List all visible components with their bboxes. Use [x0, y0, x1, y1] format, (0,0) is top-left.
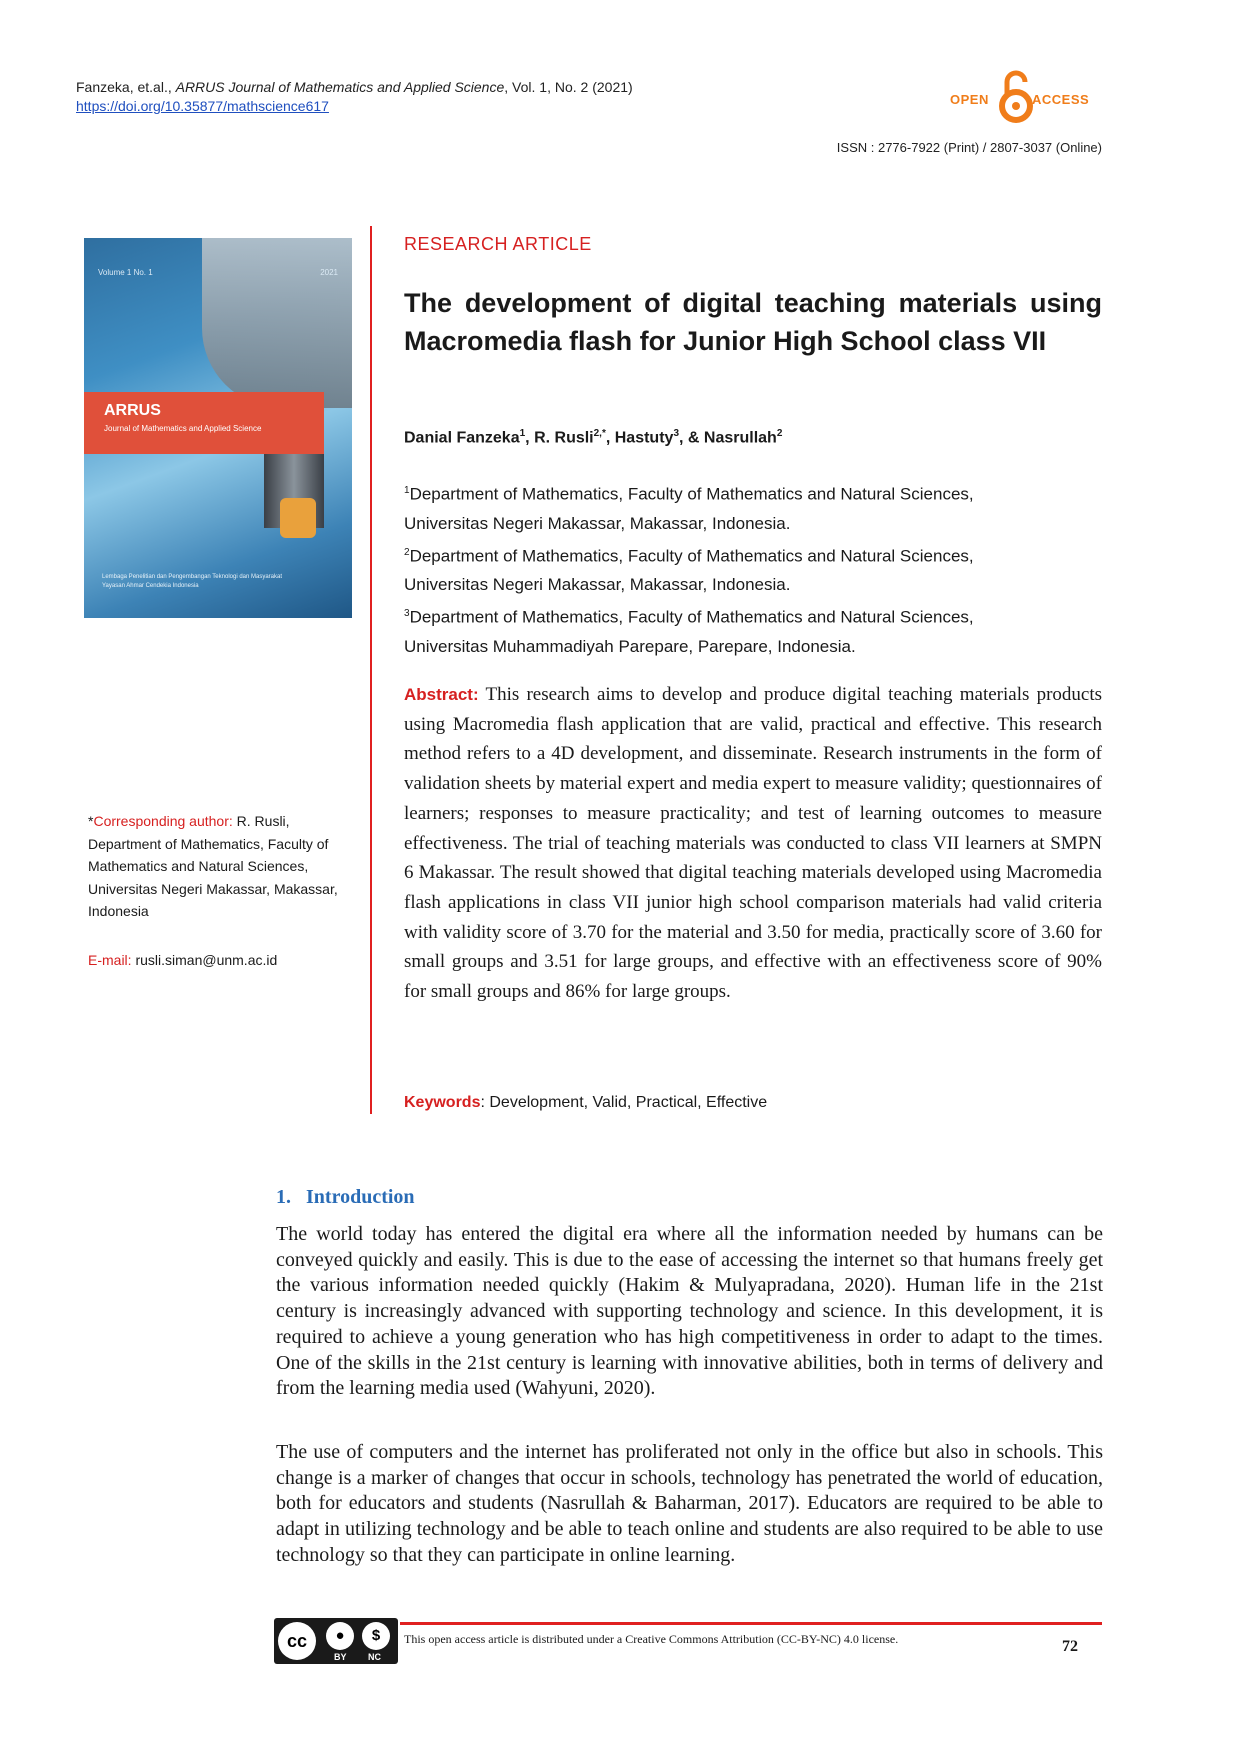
- cover-year: 2021: [320, 268, 338, 277]
- license-text: This open access article is distributed under a Creative Commons Attribution (CC-BY-NC) 4.0 license.: [404, 1632, 899, 1646]
- author-list: [404, 428, 782, 447]
- author-name: Danial Fanzeka: [404, 429, 520, 447]
- citation-authors: Fanzeka, et.al.,: [76, 79, 172, 95]
- affiliation-line: Universitas Negeri Makassar, Makassar, Indonesia.: [404, 513, 791, 533]
- affiliation-line: Universitas Muhammadiyah Parepare, Parepare, Indonesia.: [404, 636, 856, 656]
- nc-label: NC: [368, 1652, 381, 1662]
- affiliation-line: [404, 599, 1104, 632]
- cover-title-band: [84, 392, 324, 454]
- paragraph-1: The world today has entered the digital era where all the information needed by humans can be conveyed quickly and easily. This is due to the ease of accessing the internet so that humans freely get the various information needed quickly (Hakim & Mulyapradana, 2020). Human life in the 21st century is increasingly advanced with supporting technology and science. In this development, it is required to achieve a young generation who has high competitiveness in order to adapt to the times. One of the skills in the 21st century is learning with innovative abilities, both in terms of delivery and from the learning media used (Wahyuni, 2020).: [276, 1223, 1103, 1400]
- cover-subtitle: Journal of Mathematics and Applied Science: [104, 424, 262, 433]
- affiliation-text: Department of Mathematics, Faculty of Mathematics and Natural Sciences,: [409, 546, 974, 566]
- journal-cover-image: [84, 238, 352, 618]
- affiliation-line: [404, 476, 1104, 509]
- affiliation-mark: 3: [404, 608, 410, 620]
- cover-microscope-body: [202, 238, 352, 408]
- author-separator: ,: [525, 429, 535, 447]
- cover-lens-light: [280, 498, 316, 538]
- red-divider-vertical: [370, 226, 372, 1114]
- author-affiliation-mark: 2,*: [593, 428, 606, 439]
- citation-volume: , Vol. 1, No. 2 (2021): [504, 79, 633, 95]
- cover-title: ARRUS: [104, 402, 161, 419]
- open-access-right: ACCESS: [1032, 92, 1090, 107]
- affiliation-mark: 2: [404, 546, 410, 558]
- affiliations: [404, 476, 1104, 661]
- cc-icon: cc: [278, 1622, 316, 1660]
- open-lock-icon: [998, 70, 1034, 124]
- affiliation-line: [404, 538, 1104, 571]
- attribution-person-icon: ●: [326, 1622, 354, 1650]
- cover-publisher-line1: Lembaga Penelitian dan Pengembangan Teknologi dan Masyarakat: [102, 574, 283, 580]
- section-heading-introduction: 1. Introduction: [276, 1186, 415, 1208]
- cover-volume: Volume 1 No. 1: [98, 268, 153, 277]
- doi-link[interactable]: https://doi.org/10.35877/mathscience617: [76, 98, 329, 114]
- corr-star: *: [88, 813, 94, 829]
- author-affiliation-mark: 3: [673, 428, 679, 439]
- affiliation-text: Department of Mathematics, Faculty of Mathematics and Natural Sciences,: [409, 484, 974, 504]
- corresponding-author: [88, 810, 358, 923]
- author-affiliation-mark: 2: [776, 428, 783, 439]
- open-access-logo: [950, 70, 1100, 124]
- cover-publisher: [102, 573, 282, 591]
- by-label: BY: [334, 1652, 347, 1662]
- article-title: The development of digital teaching materials using Macromedia flash for Junior High School class VII: [404, 288, 1102, 356]
- article-type-label: RESEARCH ARTICLE: [404, 234, 592, 254]
- corr-text: R. Rusli, Department of Mathematics, Faculty of Mathematics and Natural Sciences, Universitas Negeri Makassar, Makassar, Indonesia: [88, 813, 338, 919]
- keywords-label: Keywords: [404, 1094, 481, 1111]
- citation-journal: ARRUS Journal of Mathematics and Applied Science: [175, 79, 505, 95]
- author-name: R. Rusli: [534, 429, 594, 447]
- author-affiliation-mark: 1: [519, 428, 526, 439]
- page-number: 72: [1062, 1638, 1078, 1655]
- issn: ISSN : 2776-7922 (Print) / 2807-3037 (Online): [836, 140, 1102, 155]
- author-separator: ,: [605, 429, 615, 447]
- cc-by-nc-badge: [274, 1618, 398, 1664]
- author-name: Nasrullah: [703, 429, 777, 447]
- abstract-label: Abstract:: [404, 685, 479, 704]
- open-access-left: OPEN: [950, 92, 989, 107]
- abstract-text: This research aims to develop and produce digital teaching materials products using Macromedia flash application that are valid, practical and effective. This research method refers to a 4D development, and disseminate. Research instruments in the form of validation sheets by material expert and media expert to measure validity; questionnaires of learners; responses to measure practicality; and test of learning outcomes to measure effectiveness. The trial of teaching materials was conducted to class VII learners at SMPN 6 Makassar. The result showed that digital teaching materials developed using Macromedia flash applications in class VII junior high school comparison materials had valid criteria with validity score of 3.70 for the material and 3.50 for media, practically score of 3.60 for small groups and 3.51 for large groups, and effective with an effectiveness score of 90% for small groups and 86% for large groups.: [404, 684, 1102, 1003]
- paragraph-2: The use of computers and the internet has proliferated not only in the office but also in schools. This change is a marker of changes that occur in schools, technology has penetrated the world of education, both for educators and students (Nasrullah & Baharman, 2017). Educators are required to be able to adapt in utilizing technology and be able to teach online and students are also required to be able to use technology so that they can participate in online learning.: [276, 1441, 1103, 1566]
- affiliation-mark: 1: [404, 485, 410, 496]
- keywords: [404, 1094, 767, 1112]
- noncommercial-dollar-icon: $: [362, 1622, 390, 1650]
- author-name: Hastuty: [614, 429, 674, 447]
- keywords-text: : Development, Valid, Practical, Effective: [480, 1094, 768, 1111]
- citation-line: [76, 78, 633, 97]
- footer-red-rule: [400, 1622, 1102, 1625]
- author-separator: , &: [679, 429, 704, 447]
- cover-publisher-line2: Yayasan Ahmar Cendekia Indonesia: [102, 583, 199, 589]
- corresponding-email: [88, 952, 277, 968]
- email-label: E-mail:: [88, 952, 132, 968]
- email-address[interactable]: rusli.siman@unm.ac.id: [131, 952, 278, 968]
- affiliation-text: Department of Mathematics, Faculty of Mathematics and Natural Sciences,: [409, 607, 974, 627]
- corr-label: Corresponding author:: [93, 813, 233, 829]
- affiliation-line: Universitas Negeri Makassar, Makassar, Indonesia.: [404, 575, 791, 595]
- abstract: [404, 680, 1102, 1007]
